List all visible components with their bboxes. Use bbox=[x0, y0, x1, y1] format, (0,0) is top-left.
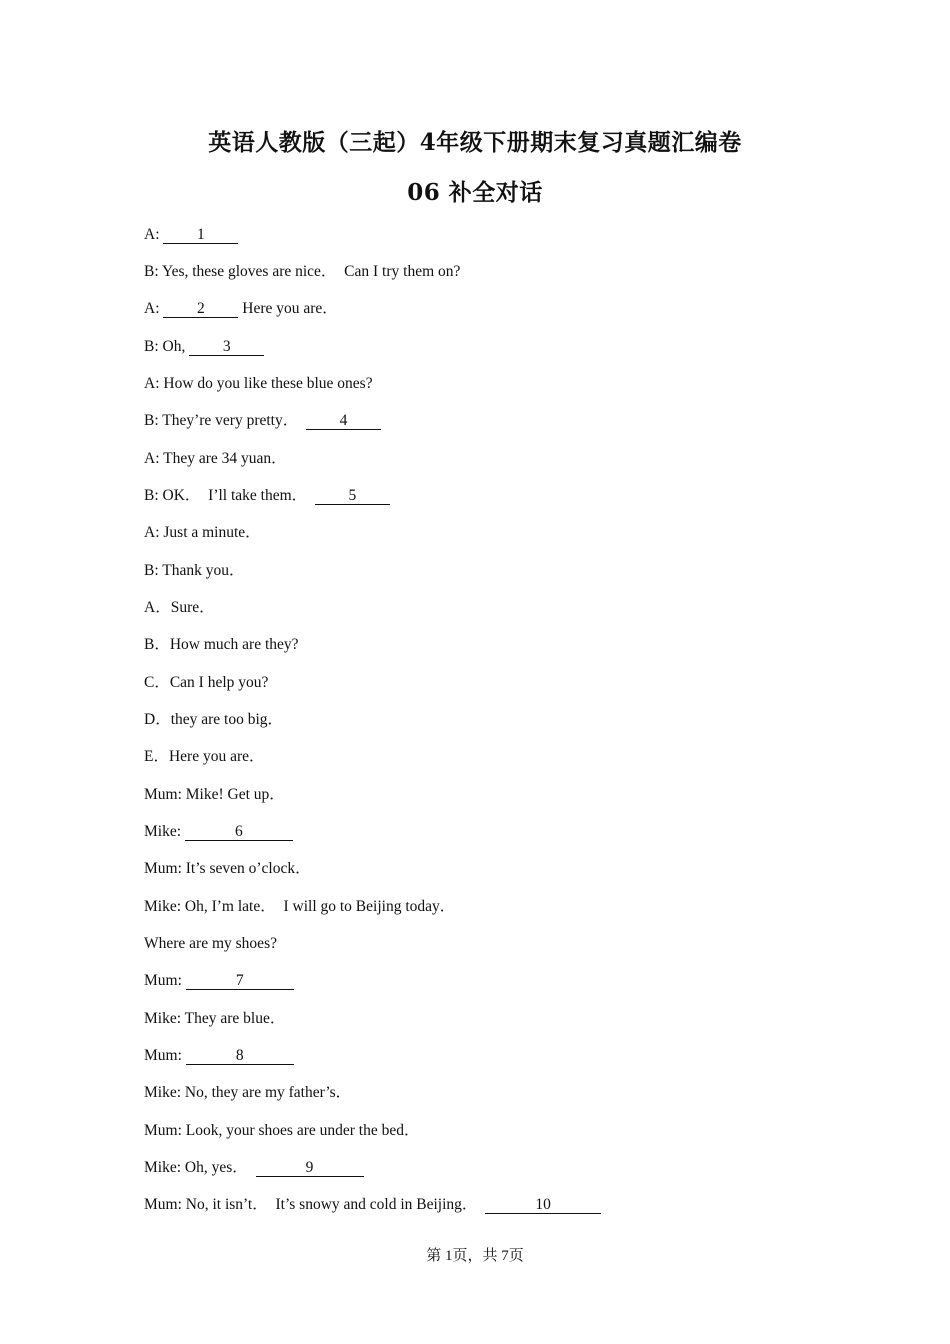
dialogue-line: Mum: It’s seven o’clock． bbox=[144, 860, 311, 877]
page-footer: 第 1页，共 7页 bbox=[426, 1248, 524, 1264]
answer-blank[interactable]: 4 bbox=[306, 413, 381, 430]
option-item: D．they are too big． bbox=[144, 711, 284, 728]
answer-blank[interactable]: 8 bbox=[186, 1048, 294, 1065]
option-item: B．How much are they? bbox=[144, 636, 299, 653]
answer-blank[interactable]: 10 bbox=[485, 1197, 601, 1214]
page-subtitle: 06 补全对话 bbox=[407, 179, 543, 206]
answer-blank[interactable]: 3 bbox=[189, 339, 264, 356]
dialogue-line: Mike: Oh, yes． 9 bbox=[144, 1158, 364, 1178]
dialogue-line: Mum: Mike! Get up． bbox=[144, 786, 285, 803]
answer-blank[interactable]: 5 bbox=[315, 488, 390, 505]
dialogue-line: Mike: No, they are my father’s． bbox=[144, 1084, 352, 1101]
dialogue-line: B: Yes, these gloves are nice． Can I try them on? bbox=[144, 263, 461, 280]
dialogue-line: A: How do you like these blue ones? bbox=[144, 375, 373, 392]
dialogue-line: Mike: Oh, I’m late． I will go to Beijing today． bbox=[144, 898, 456, 915]
page-title: 英语人教版（三起）4年级下册期末复习真题汇编卷 bbox=[208, 129, 742, 156]
answer-blank[interactable]: 9 bbox=[256, 1160, 364, 1177]
option-item: E．Here you are． bbox=[144, 748, 265, 765]
dialogue-line: B: Oh, 3 bbox=[144, 337, 264, 357]
dialogue-line: B: OK． I’ll take them． 5 bbox=[144, 486, 390, 506]
answer-blank[interactable]: 1 bbox=[163, 227, 238, 244]
dialogue-line: A: 1 bbox=[144, 225, 238, 245]
dialogue-line: Where are my shoes? bbox=[144, 935, 277, 952]
dialogue-line: Mum: 7 bbox=[144, 971, 294, 991]
option-item: C．Can I help you? bbox=[144, 674, 269, 691]
dialogue-line: Mum: Look, your shoes are under the bed． bbox=[144, 1122, 420, 1139]
dialogue-line: Mike: 6 bbox=[144, 822, 293, 842]
dialogue-line: A: 2 Here you are． bbox=[144, 300, 338, 317]
dialogue-line: A: Just a minute． bbox=[144, 524, 261, 541]
dialogue-line: Mum: 8 bbox=[144, 1046, 294, 1066]
answer-blank[interactable]: 7 bbox=[186, 973, 294, 990]
answer-blank[interactable]: 6 bbox=[185, 824, 293, 841]
option-item: A．Sure． bbox=[144, 599, 215, 616]
dialogue-line: Mum: No, it isn’t． It’s snowy and cold in Beijing． 10 bbox=[144, 1195, 601, 1215]
dialogue-line: Mike: They are blue． bbox=[144, 1010, 286, 1027]
dialogue-line: B: Thank you． bbox=[144, 562, 245, 579]
answer-blank[interactable]: 2 bbox=[163, 301, 238, 318]
dialogue-line: A: They are 34 yuan． bbox=[144, 450, 287, 467]
dialogue-line: B: They’re very pretty． 4 bbox=[144, 411, 381, 431]
